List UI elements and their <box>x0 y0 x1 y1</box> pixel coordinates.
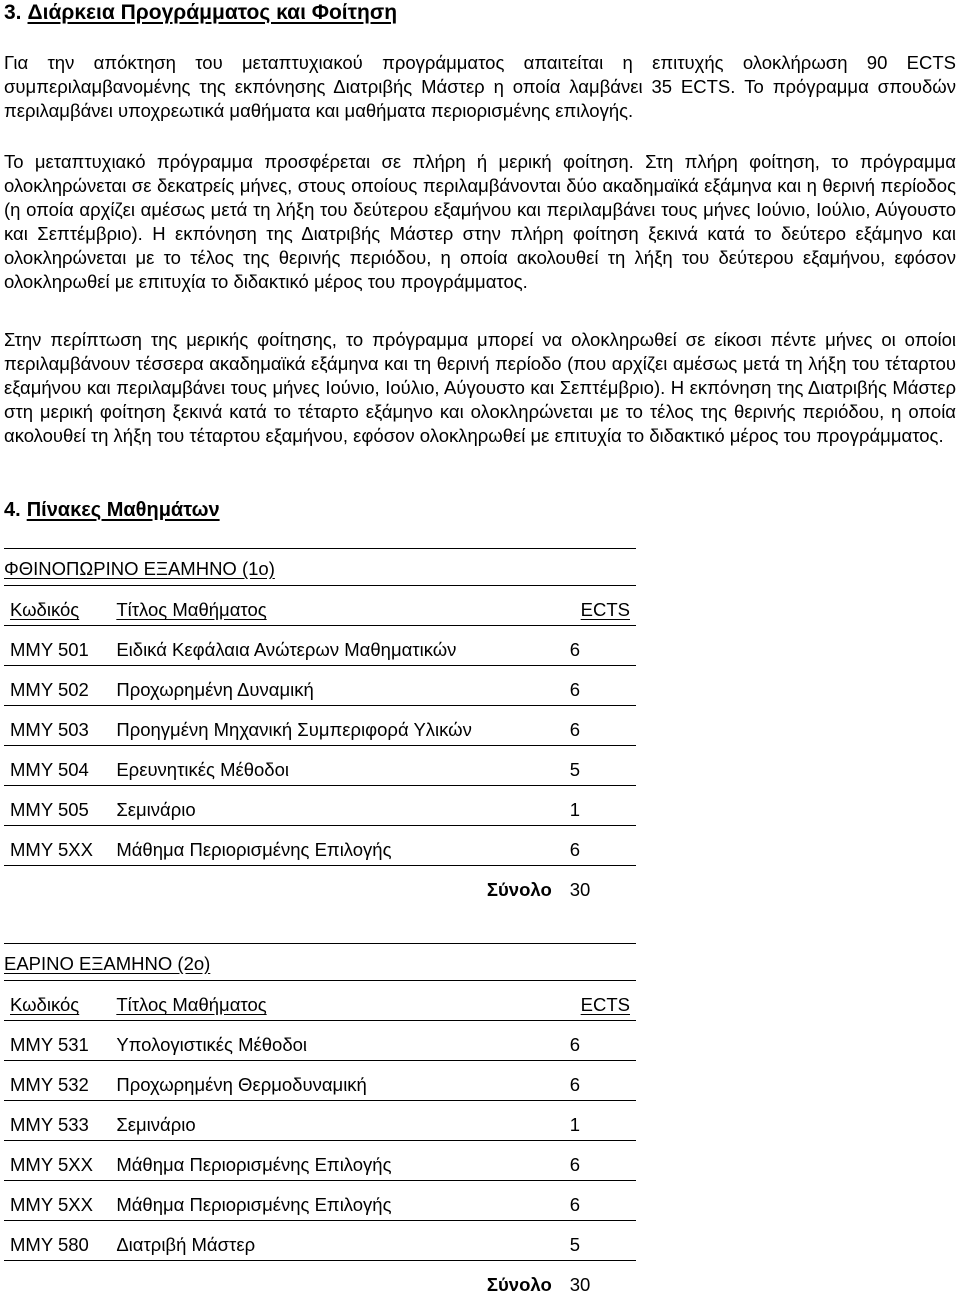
course-title: Ερευνητικές Μέθοδοι <box>110 746 563 786</box>
total-row <box>4 1261 636 1300</box>
total-row <box>4 866 636 906</box>
course-ects: 6 <box>564 1141 636 1181</box>
course-title: Υπολογιστικές Μέθοδοι <box>110 1021 563 1061</box>
fall-semester-table <box>4 548 644 905</box>
course-code: MMY 532 <box>4 1061 110 1101</box>
course-ects: 5 <box>564 746 636 786</box>
course-title: Προχωρημένη Θερμοδυναμική <box>110 1061 563 1101</box>
course-ects: 6 <box>564 626 636 666</box>
course-code: MMY 505 <box>4 786 110 826</box>
course-code: MMY 580 <box>4 1221 110 1261</box>
table-row <box>4 706 636 746</box>
section-3-paragraph-2: Το μεταπτυχιακό πρόγραμμα προσφέρεται σε πλήρη ή μερική φοίτηση. Στη πλήρη φοίτηση, το πρόγραμμα ολοκληρώνεται σε δεκατρείς μήνες, στους οποίους περιλαμβάνονται δύο ακαδημαϊκά εξάμηνα και η θερινή περίοδος (η οποία αρχίζει αμέσως μετά τη λήξη του δεύτερου εξαμήνου και περιλαμβάνει τους μήνες Ιούνιο, Ιούλιο, Αύγουστο και Σεπτέμβριο). Η εκπόνηση της Διατριβής Μάστερ στην πλήρη φοίτηση ξεκινά κατά το δεύτερο εξάμηνο και ολοκληρώνεται με το τέλος της θερινής περιόδου, η οποία ακολουθεί τη λήξη του δεύτερου εξαμήνου, εφόσον ολοκληρωθεί με επιτυχία το διδακτικό μέρος του προγράμματος. <box>4 150 956 294</box>
course-title: Μάθημα Περιορισμένης Επιλογής <box>110 1141 563 1181</box>
table-row <box>4 666 636 706</box>
course-title: Προηγμένη Μηχανική Συμπεριφορά Υλικών <box>110 706 563 746</box>
course-code: MMY 5XX <box>4 826 110 866</box>
course-code: MMY 504 <box>4 746 110 786</box>
course-ects: 1 <box>564 1101 636 1141</box>
course-title: Σεμινάριο <box>110 1101 563 1141</box>
header-ects: ECTS <box>564 586 636 626</box>
table-row <box>4 1141 636 1181</box>
course-code: MMY 502 <box>4 666 110 706</box>
table-row <box>4 626 636 666</box>
table-row <box>4 1101 636 1141</box>
course-ects: 6 <box>564 706 636 746</box>
header-ects: ECTS <box>564 981 636 1021</box>
section-4-title: Πίνακες Μαθημάτων <box>27 499 220 521</box>
spring-semester-title: ΕΑΡΙΝΟ ΕΞΑΜΗΝΟ (2ο) <box>4 944 636 981</box>
section-3-number: 3. <box>4 1 22 24</box>
header-title: Τίτλος Μαθήματος <box>110 981 563 1021</box>
table-row <box>4 786 636 826</box>
total-label: Σύνολο <box>4 866 564 906</box>
table-row <box>4 746 636 786</box>
course-title: Σεμινάριο <box>110 786 563 826</box>
table-row <box>4 826 636 866</box>
course-title: Προχωρημένη Δυναμική <box>110 666 563 706</box>
course-title: Διατριβή Μάστερ <box>110 1221 563 1261</box>
table-header-row <box>4 981 636 1021</box>
course-ects: 6 <box>564 1061 636 1101</box>
spring-semester-table <box>4 943 644 1300</box>
header-code: Κωδικός <box>4 981 110 1021</box>
fall-courses-table <box>4 586 636 905</box>
course-ects: 6 <box>564 1181 636 1221</box>
fall-semester-title: ΦΘΙΝΟΠΩΡΙΝΟ ΕΞΑΜΗΝΟ (1ο) <box>4 549 636 586</box>
section-3-paragraph-3: Στην περίπτωση της μερικής φοίτησης, το πρόγραμμα μπορεί να ολοκληρωθεί σε είκοσι πέντε μήνες οι οποίοι περιλαμβάνουν τέσσερα ακαδημαϊκά εξάμηνα και τη θερινή περίοδο (που αρχίζει αμέσως μετά τη λήξη του τέταρτου εξαμήνου και περιλαμβάνει τους μήνες Ιούνιο, Ιούλιο, Αύγουστο και Σεπτέμβριο). Η εκπόνηση της Διατριβής Μάστερ στη μερική φοίτηση ξεκινά κατά το τέταρτο εξάμηνο και ολοκληρώνεται με το τέλος της θερινής περιόδου, η οποία ακολουθεί τη λήξη του τέταρτου εξαμήνου, εφόσον ολοκληρωθεί με επιτυχία το διδακτικό μέρος του προγράμματος. <box>4 328 956 448</box>
course-code: MMY 5XX <box>4 1181 110 1221</box>
course-title: Μάθημα Περιορισμένης Επιλογής <box>110 1181 563 1221</box>
course-ects: 6 <box>564 666 636 706</box>
table-row <box>4 1021 636 1061</box>
course-title: Μάθημα Περιορισμένης Επιλογής <box>110 826 563 866</box>
course-title: Ειδικά Κεφάλαια Ανώτερων Μαθηματικών <box>110 626 563 666</box>
table-row <box>4 1181 636 1221</box>
section-4-heading <box>4 498 220 522</box>
course-code: MMY 503 <box>4 706 110 746</box>
table-row <box>4 1221 636 1261</box>
course-code: MMY 501 <box>4 626 110 666</box>
course-ects: 6 <box>564 1021 636 1061</box>
section-3-paragraph-1: Για την απόκτηση του μεταπτυχιακού προγράμματος απαιτείται η επιτυχής ολοκλήρωση 90 ECTS συμπεριλαμβανομένης της εκπόνησης Διατριβής Μάστερ η οποία λαμβάνει 35 ECTS. Το πρόγραμμα σπουδών περιλαμβάνει υποχρεωτικά μαθήματα και μαθήματα περιορισμένης επιλογής. <box>4 51 956 123</box>
total-label: Σύνολο <box>4 1261 564 1300</box>
course-code: MMY 531 <box>4 1021 110 1061</box>
section-4-number: 4. <box>4 499 21 521</box>
section-3-title: Διάρκεια Προγράμματος και Φοίτηση <box>28 1 398 24</box>
course-ects: 6 <box>564 826 636 866</box>
course-ects: 5 <box>564 1221 636 1261</box>
total-value: 30 <box>564 866 636 906</box>
header-title: Τίτλος Μαθήματος <box>110 586 563 626</box>
course-ects: 1 <box>564 786 636 826</box>
total-value: 30 <box>564 1261 636 1300</box>
spring-courses-table <box>4 981 636 1300</box>
course-code: MMY 5XX <box>4 1141 110 1181</box>
table-row <box>4 1061 636 1101</box>
course-code: MMY 533 <box>4 1101 110 1141</box>
table-header-row <box>4 586 636 626</box>
section-3-heading <box>4 1 397 25</box>
header-code: Κωδικός <box>4 586 110 626</box>
